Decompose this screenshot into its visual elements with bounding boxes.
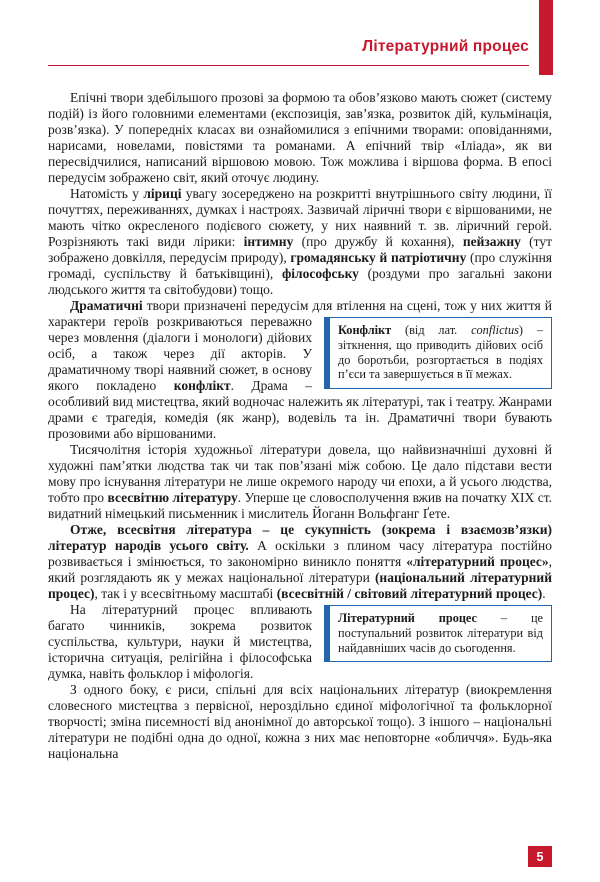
paragraph-text: Драматичні твори призначені передусім для втілення на сцені, xyxy=(70,298,445,313)
paragraph-national-features xyxy=(48,682,552,762)
paragraph-epic xyxy=(48,90,552,186)
definition-box-literary-process xyxy=(324,605,552,662)
definition-text: Конфлікт (від лат. conflictus) – зіткнення, що приводить дійових осіб до боротьби, розгортається в подіях п’єси та завершується в її межах. xyxy=(338,323,543,382)
paragraph-dramatic xyxy=(48,298,552,442)
page-content xyxy=(48,90,552,762)
paragraph-text: З одного боку, є риси, спільні для всіх національних літератур (виокремлення словесного мистецтва з первісної, нероздільно єдиної міфологічної та фольклорної творчості; зміна писемності від анонімної до авторської тощо). З іншого – національні літератури не подібні одна до одної, кожна з них має неповторне «обличчя». Будь-яка національна xyxy=(48,682,552,761)
definition-text: Літературний процес – це поступальний розвиток літератури від найдавніших часів до сьогодення. xyxy=(338,611,543,655)
paragraph-text: Отже, всесвітня література – це сукупність (зокрема і взаємозв’язки) літератур народів усього світу. А оскільки з плином часу література постійно розвивається і змінюється, то закономірно виникло поняття «літературний процес», який розглядають як у межах національної літератури (національний літературний процес), так і у всесвітньому масштабі (всесвітній / світовий літературний процес). xyxy=(48,522,553,601)
paragraph-text: тож у них життя й характери героїв розкриваються переважно через мовлення (діалоги і монологи) дійових осіб, а також через дії акторів. У драматичному творі наявний сюжет, в основу якого покладено конфлікт. Драма – особливий вид мистецтва, який водночас належить як літературі, так і театру. Жанрами драми є трагедія, комедія (як жанр), водевіль та ін. Драматичні твори бувають прозовими або віршованими. xyxy=(48,298,552,441)
chapter-title: Літературний процес xyxy=(362,38,529,55)
paragraph-process-factors xyxy=(48,602,552,682)
definition-box-conflict xyxy=(324,317,552,389)
page-number-badge xyxy=(528,846,552,867)
paragraph-text: Натомість у ліриці увагу зосереджено на розкритті внутрішнього світу людини, її почуттях, переживаннях, думках і настроях. Зазвичай ліричні твори є віршованими, не мають чітко окресленого подієвого сюжету, у них наявний т. зв. ліричний герой. Розрізняють такі види лірики: інтимну (про дружбу й кохання), пейзажну (тут зображено довкілля, передусім природу), громадянську й патріотичну (про служіння громаді, суспільству й батьківщині), філософську (роздуми про загальні закони людського життя та світобудови) тощо. xyxy=(48,186,553,297)
paragraph-lyric xyxy=(48,186,552,298)
paragraph-world-definition xyxy=(48,522,552,602)
top-red-bar xyxy=(539,0,553,75)
paragraph-world-history xyxy=(48,442,552,522)
page-header xyxy=(48,0,529,66)
paragraph-text: Епічні твори здебільшого прозові за формою та обов’язково мають сюжет (систему подій) із його головними елементами (експозиція, зав’язка, розвиток дій, кульмінація, розв’язка). У попередніх класах ви ознайомилися з епічними творами: оповіданнями, нарисами, новелами, повістями та романами. А епічний твір «Іліада», як ви пересвідчилися, написаний віршовою мовою. Тож можлива і віршова форма. В епосі передусім зображено світ, який оточує людину. xyxy=(48,90,552,185)
paragraph-text: Тисячолітня історія художньої літератури довела, що найвизначніші духовні й художні пам’ятки людства так чи так пов’язані між собою. Це дало підстави вести мову про існування літератури не лише окремого народу чи епохи, а й усього людства, тобто про всесвітню літературу. Уперше це словосполучення вжив на початку XIX ст. видатний німецький письменник і мислитель Йоганн Вольфганг Ґете. xyxy=(48,442,552,521)
page-number: 5 xyxy=(536,849,544,864)
paragraph-text: На літературний процес впливають багато чинників, зокрема розвиток суспільства, культури, науки й мистецтва, історична ситуація, релігійна і філософська думка, навіть фольклор і міфологія. xyxy=(48,602,312,681)
